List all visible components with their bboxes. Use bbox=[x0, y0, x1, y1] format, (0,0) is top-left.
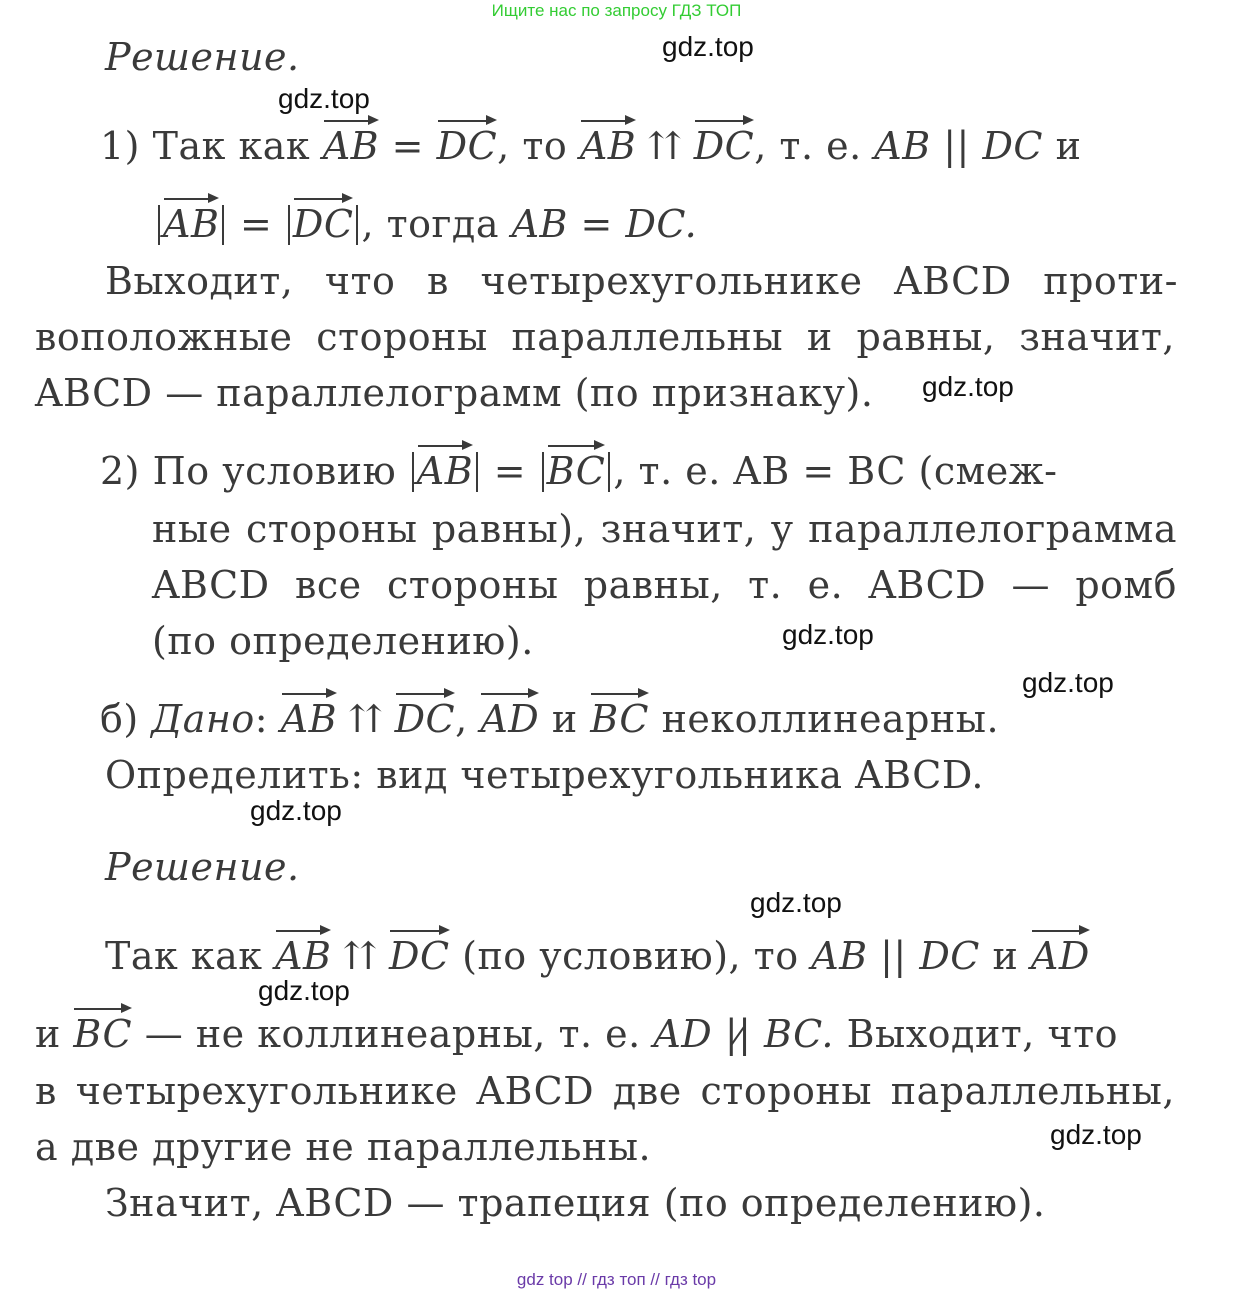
vector-ab: AB bbox=[280, 697, 338, 741]
vector-ab: AB bbox=[579, 124, 637, 168]
watermark: gdz.top bbox=[278, 83, 370, 114]
comma: , bbox=[455, 697, 468, 741]
segment-bc: BC. bbox=[764, 1012, 834, 1056]
watermark: gdz.top bbox=[258, 975, 350, 1006]
and: и bbox=[35, 1012, 61, 1056]
parallel-symbol: || bbox=[943, 124, 970, 168]
not-parallel-symbol: || bbox=[724, 1012, 752, 1056]
b-given bbox=[100, 697, 1000, 741]
eq: = bbox=[493, 449, 527, 493]
s2-text: , т. е. bbox=[613, 449, 721, 493]
noncollinear: неколлинеарны. bbox=[661, 697, 1000, 741]
footer-links[interactable]: gdz top // гдз топ // гдз top bbox=[516, 1270, 717, 1289]
watermark: gdz.top bbox=[922, 371, 1014, 402]
codirected-symbol: ⇈ bbox=[349, 697, 382, 741]
watermark: gdz.top bbox=[662, 31, 754, 62]
vector-dc: DC bbox=[693, 124, 755, 168]
eq: = bbox=[391, 124, 425, 168]
sol-text: — не коллинеарны, т. е. bbox=[144, 1012, 641, 1056]
s1-text: , т. е. bbox=[754, 124, 862, 168]
vector-bc: BC bbox=[73, 1012, 133, 1056]
vector-dc: DC bbox=[436, 124, 498, 168]
b-label: б) bbox=[100, 697, 139, 741]
sol-line1 bbox=[105, 934, 1090, 978]
segment-ab: AB bbox=[874, 124, 931, 168]
heading: Решение. bbox=[105, 35, 300, 79]
s1-text: , то bbox=[497, 124, 568, 168]
sol-text: Выходит, что bbox=[846, 1012, 1118, 1056]
codirected-symbol: ⇈ bbox=[344, 934, 377, 978]
s1-line1 bbox=[100, 124, 1082, 168]
sol-line4: а две другие не параллельны. bbox=[35, 1125, 652, 1169]
s1-par1: Выходит, что в четырехугольнике ABCD проти- bbox=[105, 259, 1178, 303]
vector-ab: AB bbox=[163, 202, 220, 246]
s1-text: и bbox=[1055, 124, 1082, 168]
watermark: gdz.top bbox=[1050, 1119, 1142, 1150]
sol-line3: в четырехугольнике ABCD две стороны параллельны, bbox=[35, 1069, 1175, 1113]
eq: = bbox=[239, 202, 273, 246]
vector-dc: DC bbox=[394, 697, 456, 741]
watermark: gdz.top bbox=[750, 887, 842, 918]
s1-par2: воположные стороны параллельны и равны, значит, bbox=[35, 315, 1175, 359]
s2-line1 bbox=[100, 449, 1058, 493]
s2-text: AB = BC (смеж- bbox=[733, 449, 1058, 493]
segment-eq: AB = DC. bbox=[511, 202, 698, 246]
s2-line2: ные стороны равны), значит, у параллелограмма bbox=[152, 507, 1177, 551]
codirected-symbol: ⇈ bbox=[648, 124, 682, 168]
search-banner[interactable]: Ищите нас по запросу ГДЗ ТОП bbox=[491, 1, 742, 20]
vector-ab: AB bbox=[275, 934, 332, 978]
sol-text: Так как bbox=[105, 934, 263, 978]
vector-dc: DC bbox=[389, 934, 450, 978]
vector-bc: BC bbox=[546, 449, 606, 493]
s1-num: 1) bbox=[100, 124, 141, 168]
s1-text: , тогда bbox=[361, 202, 499, 246]
segment-ad: AD bbox=[653, 1012, 713, 1056]
sol-line5: Значит, ABCD — трапеция (по определению). bbox=[105, 1181, 1046, 1225]
s1-par3: ABCD — параллелограмм (по признаку). bbox=[35, 371, 874, 415]
s2-text: По условию bbox=[152, 449, 397, 493]
vector-dc: DC bbox=[292, 202, 354, 246]
and: и bbox=[551, 697, 578, 741]
s2-line4: (по определению). bbox=[152, 619, 534, 663]
sol-parallel: AB || DC bbox=[811, 934, 980, 978]
colon: : bbox=[254, 697, 269, 741]
vector-bc: BC bbox=[590, 697, 649, 741]
vector-ab: AB bbox=[416, 449, 474, 493]
s2-line3: ABCD все стороны равны, т. е. ABCD — ромб bbox=[152, 563, 1177, 607]
vector-ad: AD bbox=[1030, 934, 1090, 978]
watermark: gdz.top bbox=[782, 619, 874, 650]
s2-num: 2) bbox=[100, 449, 141, 493]
and: и bbox=[992, 934, 1019, 978]
vector-ad: AD bbox=[480, 697, 540, 741]
sol-text: (по условию), то bbox=[449, 934, 799, 978]
vector-ab: AB bbox=[322, 124, 380, 168]
watermark: gdz.top bbox=[250, 795, 342, 826]
s1-line2 bbox=[155, 202, 698, 246]
b-find: Определить: вид четырехугольника ABCD. bbox=[105, 753, 985, 797]
sol-line2 bbox=[35, 1012, 1118, 1056]
s1-text: Так как bbox=[152, 124, 311, 168]
given-label: Дано bbox=[151, 697, 255, 741]
watermark: gdz.top bbox=[1022, 667, 1114, 698]
segment-dc: DC bbox=[982, 124, 1043, 168]
solution-heading: Решение. bbox=[105, 845, 300, 889]
